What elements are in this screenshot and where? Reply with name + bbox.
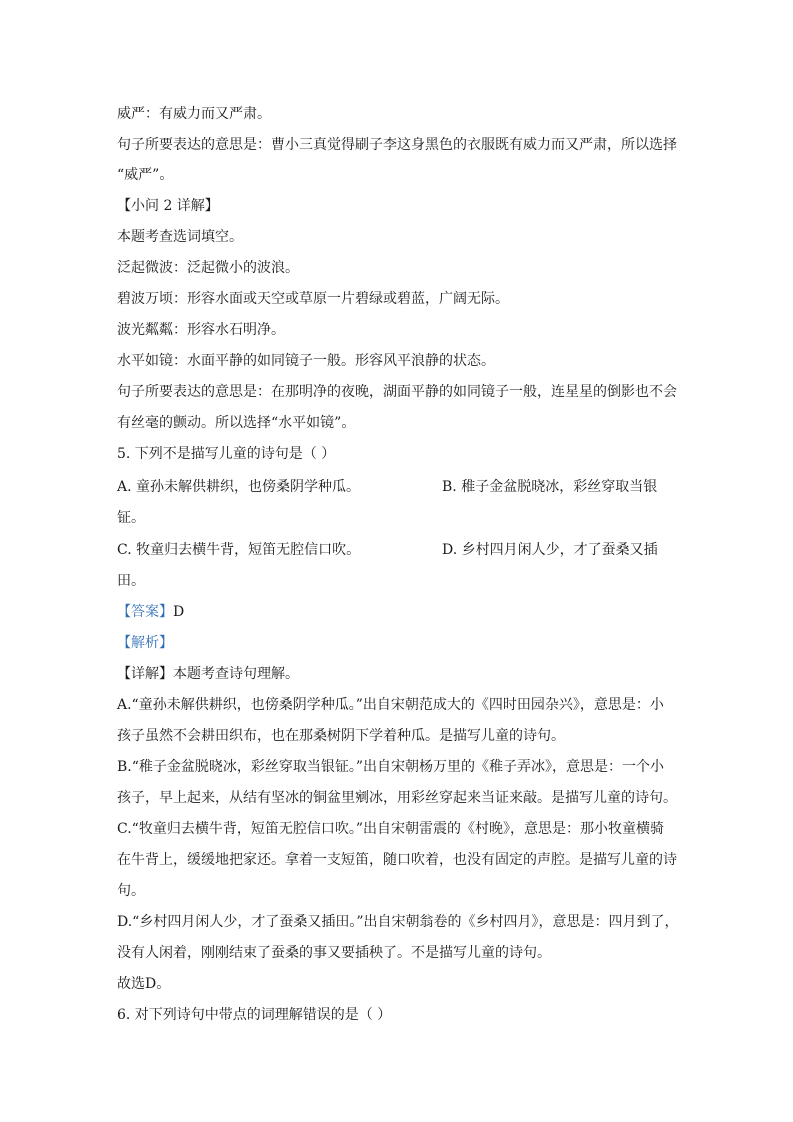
- text-line: “威严”。: [117, 167, 174, 183]
- text-line: 威严：有威力而又严肃。: [117, 106, 271, 122]
- answer-line: [117, 602, 184, 622]
- detail-line: 没有人闲着，刚刚结束了蚕桑的事又要插秧了。不是描写儿童的诗句。: [117, 945, 551, 961]
- question-6: 6. 对下列诗句中带点的词理解错误的是（ ）: [117, 1007, 392, 1023]
- text-line: 碧波万顷：形容水面或天空或草原一片碧绿或碧蓝，广阔无际。: [117, 291, 509, 307]
- detail-line: B.“稚子金盆脱晓冰，彩丝穿取当银钲。”出自宋朝杨万里的《稚子弄冰》，意思是：一个小: [117, 759, 665, 775]
- detail-line: 孩子，早上起来，从结有坚冰的铜盆里剜冰，用彩丝穿起来当证来敲。是描写儿童的诗句。: [117, 790, 677, 806]
- analysis-label: 【解析】: [117, 635, 173, 651]
- option-c: C. 牧童归去横牛背，短笛无腔信口吹。: [117, 542, 361, 558]
- option-d-continuation: 田。: [117, 573, 145, 589]
- option-a: A. 童孙未解供耕织，也傍桑阴学种瓜。: [117, 479, 361, 495]
- detail-line: 故选D。: [117, 976, 171, 992]
- text-line: 句子所要表达的意思是：曹小三真觉得刷子李这身黑色的衣服既有威力而又严肃，所以选择: [117, 137, 677, 153]
- detail-line: D.“乡村四月闲人少，才了蚕桑又插田。”出自宋朝翁卷的《乡村四月》，意思是：四月到了，: [117, 914, 679, 930]
- detail-line: A.“童孙未解供耕织，也傍桑阴学种瓜。”出自宋朝范成大的《四时田园杂兴》，意思是：小: [117, 697, 664, 713]
- question-5: 5. 下列不是描写儿童的诗句是（ ）: [117, 446, 336, 462]
- detail-line: 孩子虽然不会耕田织布，也在那桑树阴下学着种瓜。是描写儿童的诗句。: [117, 728, 565, 744]
- option-b: B. 稚子金盆脱晓冰，彩丝穿取当银: [442, 479, 658, 495]
- answer-value: D: [173, 604, 185, 620]
- text-line: 泛起微波：泛起微小的波浪。: [117, 260, 299, 276]
- text-line: 水平如镜：水面平静的如同镜子一般。形容风平浪静的状态。: [117, 353, 495, 369]
- sub-question-heading: 【小问 2 详解】: [117, 198, 219, 214]
- detail-line: C.“牧童归去横牛背，短笛无腔信口吹。”出自宋朝雷震的《村晚》，意思是：那小牧童横骑: [117, 821, 664, 837]
- detail-line: 句。: [117, 883, 145, 899]
- text-line: 波光粼粼：形容水石明净。: [117, 322, 285, 338]
- text-line: 句子所要表达的意思是：在那明净的夜晚，湖面平静的如同镜子一般，连星星的倒影也不会: [117, 384, 677, 400]
- detail-line: 【详解】本题考查诗句理解。: [117, 666, 299, 682]
- answer-label: 【答案】: [117, 604, 173, 620]
- option-d: D. 乡村四月闲人少，才了蚕桑又插: [442, 542, 658, 558]
- text-line: 有丝毫的颤动。所以选择“水平如镜”。: [117, 415, 356, 431]
- option-b-continuation: 钲。: [117, 510, 145, 526]
- text-line: 本题考查选词填空。: [117, 229, 243, 245]
- detail-line: 在牛背上，缓缓地把家还。拿着一支短笛，随口吹着，也没有固定的声腔。是描写儿童的诗: [117, 852, 677, 868]
